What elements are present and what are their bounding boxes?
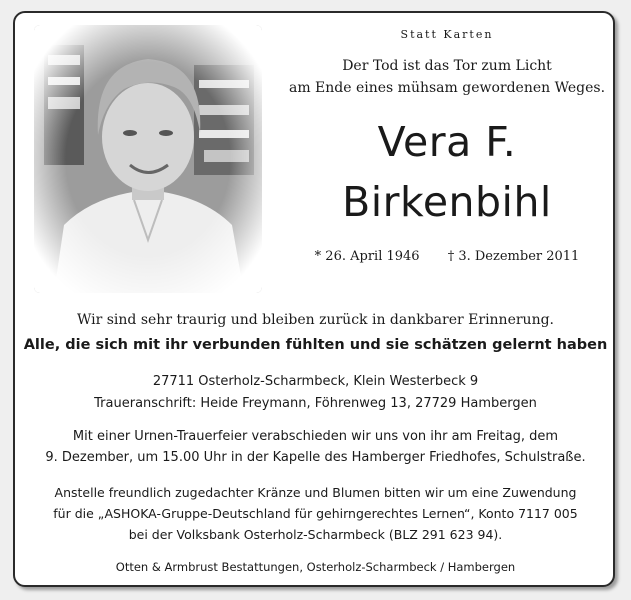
- deceased-first-name: Vera F.: [377, 118, 517, 166]
- mourning-text: Wir sind sehr traurig und bleiben zurück in dankbarer Erinnerung.: [76, 312, 554, 328]
- motto-line-2: am Ende eines mühsam gewordenen Weges.: [288, 80, 606, 96]
- address-line-2: Traueranschrift: Heide Freymann, Föhrenweg 13, 27729 Hambergen: [94, 396, 537, 411]
- birth-date: * 26. April 1946: [314, 249, 420, 264]
- death-date: † 3. Dezember 2011: [447, 249, 580, 264]
- deceased-last-name: Birkenbihl: [342, 178, 552, 226]
- undertaker-text: Otten & Armbrust Bestattungen, Osterholz-Scharmbeck / Hambergen: [115, 560, 516, 574]
- life-dates: [262, 249, 631, 264]
- motto-line-1: Der Tod ist das Tor zum Licht: [342, 58, 552, 74]
- ceremony-line-1: Mit einer Urnen-Trauerfeier verabschieden wir uns von ihr am Freitag, dem: [72, 429, 559, 444]
- statt-karten-label: Statt Karten: [400, 28, 494, 41]
- donation-line-1: Anstelle freundlich zugedachter Kränze und Blumen bitten wir um eine Zuwendung: [54, 485, 577, 500]
- donation-line-3: bei der Volksbank Osterholz-Scharmbeck (BLZ 291 623 94).: [128, 527, 503, 542]
- portrait-photo: [34, 25, 262, 293]
- address-line-1: 27711 Osterholz-Scharmbeck, Klein Westerbeck 9: [152, 374, 479, 389]
- connected-text: Alle, die sich mit ihr verbunden fühlten und sie schätzen gelernt haben: [23, 337, 608, 353]
- donation-line-2: für die „ASHOKA-Gruppe-Deutschland für gehirngerechtes Lernen“, Konto 7117 005: [53, 506, 578, 521]
- ceremony-line-2: 9. Dezember, um 15.00 Uhr in der Kapelle des Hamberger Friedhofes, Schulstraße.: [45, 450, 586, 465]
